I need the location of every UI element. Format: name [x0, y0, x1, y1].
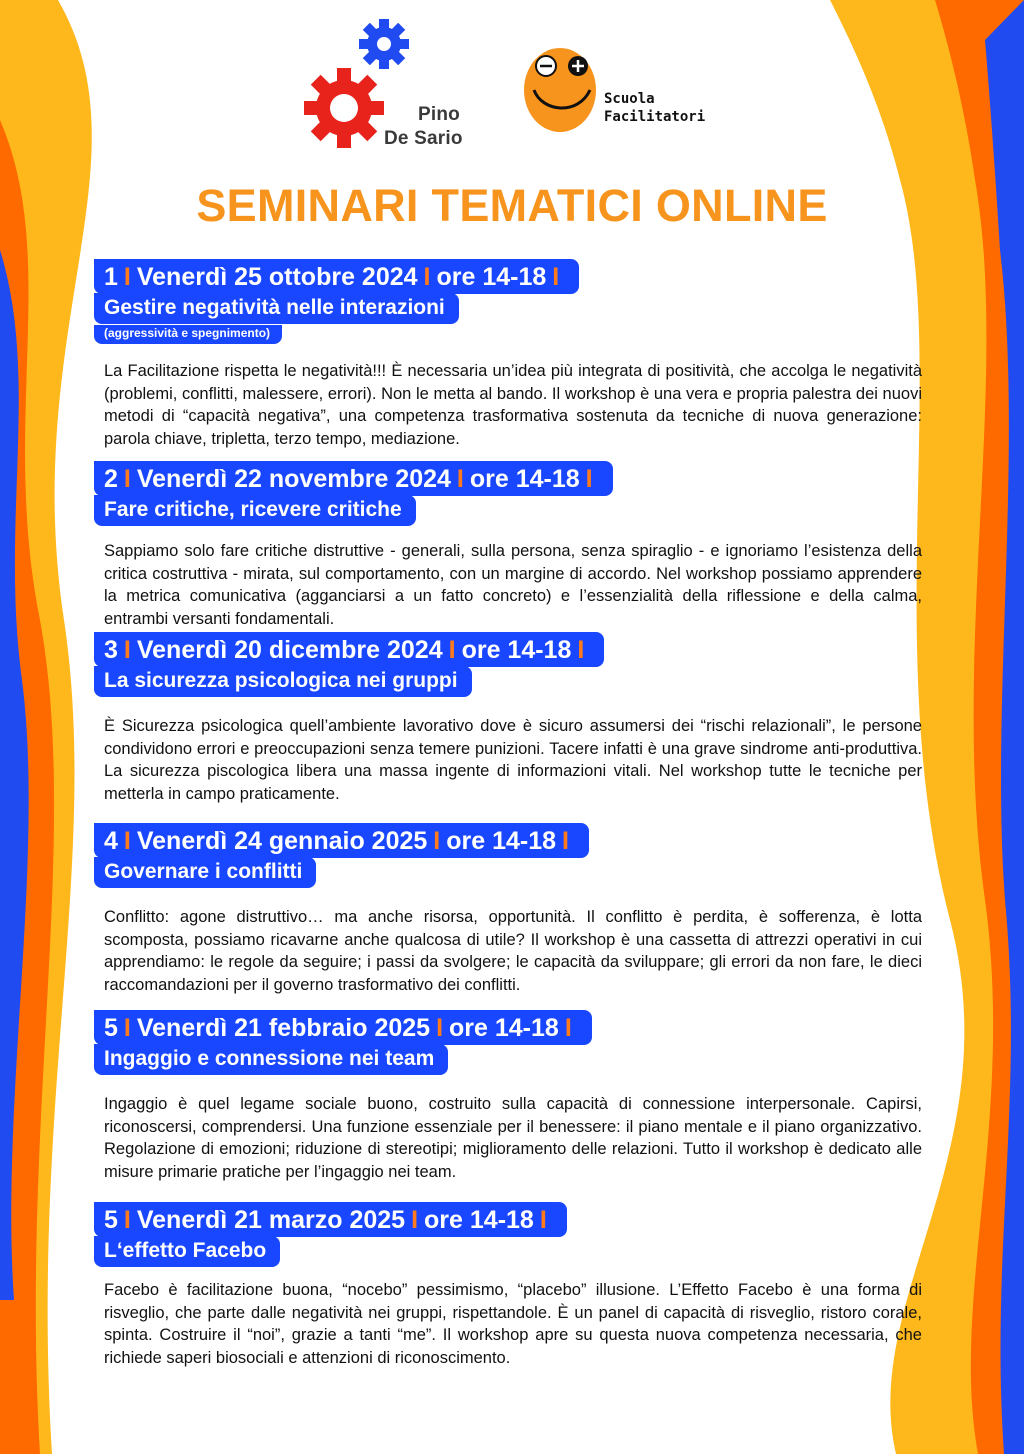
seminar-date: Venerdì 25 ottobre 2024: [136, 263, 418, 291]
seminar-topic: Ingaggio e connessione nei team: [94, 1044, 448, 1075]
separator-mark: I: [436, 1014, 444, 1042]
separator-mark: I: [411, 1206, 419, 1234]
seminar-time: ore 14-18: [461, 636, 572, 664]
separator-mark: I: [585, 465, 593, 493]
scuola-text: [604, 90, 705, 126]
seminar-description: Conflitto: agone distruttivo… ma anche risorsa, opportunità. Il conflitto è perdita, è sofferenza, è lotta scomposta, possiamo ricavarne anche qualcosa di utile? Il workshop è una cassetta di attrezzi operativi in cui apprendiamo: le regole da seguire; i passi da svolgere; le capacità da sviluppare; gli errori da non fare, le dieci raccomandazioni per il governo trasformativo dei conflitti.: [104, 908, 922, 994]
seminar-number: 5: [104, 1206, 118, 1234]
seminar-time: ore 14-18: [469, 465, 580, 493]
seminar-topic: Gestire negatività nelle interazioni: [94, 293, 459, 324]
seminar-description: Sappiamo solo fare critiche distruttive - generali, sulla persona, senza spiraglio - e ignoriamo l’esistenza della critica costruttiva - mirata, sul comportamento, con un margine di accordo. Nel workshop possiamo apprendere la metrica comunicativa (agganciarsi a un fatto concreto) e l’essenzialità della riflessione e della calma, entrambi versanti fondamentali.: [104, 542, 922, 628]
separator-mark: I: [456, 465, 464, 493]
separator-mark: I: [423, 263, 431, 291]
seminar-description: Ingaggio è quel legame sociale buono, costruito sulla capacità di connessione interpersonale. Capirsi, riconoscersi, comprendersi. Una funzione essenziale per il benessere: il piano mentale e il piano organizzativo. Regolazione di emozioni; riduzione di stereotipi; miglioramento delle relazioni. Tutto il workshop è dedicato alle misure primarie pratiche per l’ingaggio nei team.: [104, 1095, 922, 1181]
separator-mark: I: [539, 1206, 547, 1234]
separator-mark: I: [562, 827, 569, 855]
pino-de-sario-logo: [300, 14, 470, 154]
seminar-3: [94, 632, 924, 805]
separator-mark: I: [552, 263, 560, 291]
seminar-2: [94, 461, 924, 630]
seminar-description: Facebo è facilitazione buona, “nocebo” pessimismo, “placebo” illusione. L’Effetto Facebo è una forma di risveglio, che parte dalle negatività nei gruppi, rispettandole. È un panel di capacità di risveglio, ristoro corale, spinta. Costruire il “noi”, grazie a tanti “me”. Il workshop apre su questa nuova competenza necessaria, che richiede saperi biosociali e attenzioni di riconoscimento.: [104, 1281, 922, 1367]
seminar-date-pill: [94, 1010, 592, 1045]
smiley-face-icon: [520, 46, 604, 136]
seminar-topic: L‘effetto Facebo: [94, 1236, 280, 1267]
separator-mark: I: [123, 1206, 131, 1234]
separator-mark: I: [123, 636, 131, 664]
seminar-date-pill: [94, 1202, 567, 1237]
seminar-time: ore 14-18: [446, 827, 557, 855]
seminar-time: ore 14-18: [424, 1206, 534, 1234]
seminar-time: ore 14-18: [436, 263, 547, 291]
seminar-date-pill: [94, 823, 589, 858]
scuola-facilitatori-logo: [520, 46, 710, 146]
seminar-5: [94, 1010, 924, 1183]
logo-scuola-line2: Facilitatori: [604, 109, 706, 125]
seminar-subtitle: (aggressività e spegnimento): [94, 325, 282, 344]
seminar-number: 2: [104, 465, 118, 493]
separator-mark: I: [564, 1014, 572, 1042]
separator-mark: I: [433, 827, 441, 855]
seminar-date-pill: [94, 461, 613, 496]
seminar-topic: Fare critiche, ricevere critiche: [94, 495, 416, 526]
seminar-number: 1: [104, 263, 118, 291]
separator-mark: I: [123, 263, 131, 291]
seminar-number: 3: [104, 636, 118, 664]
logo-pino-line1: Pino: [418, 104, 460, 125]
seminar-date-pill: [94, 259, 579, 294]
separator-mark: I: [123, 1014, 131, 1042]
seminar-6: [94, 1202, 924, 1369]
seminar-4: [94, 823, 924, 996]
seminar-number: 4: [104, 827, 118, 855]
separator-mark: I: [577, 636, 585, 664]
seminar-description: È Sicurezza psicologica quell’ambiente lavorativo dove è sicuro assumersi dei “rischi relazionali”, le persone condividono errori e preoccupazioni senza temere punizioni. Tacere infatti è una grave sindrome anti-produttiva. La sicurezza piscologica libera una massa ingente di informazioni vitali. Nel workshop tutte le tecniche per metterla in campo praticamente.: [104, 717, 922, 803]
seminar-description: La Facilitazione rispetta le negatività!!! È necessaria un’idea più integrata di positività, che accolga le negatività (problemi, conflitti, malessere, errori). Non le metta al bando. Il workshop è una vera e propria palestra dei nuovi metodi di “capacità negativa”, una competenza trasformativa sostenuta da tecniche di nuova generazione: parola chiave, tripletta, terzo tempo, mediazione.: [104, 362, 922, 448]
separator-mark: I: [448, 636, 456, 664]
page-title: SEMINARI TEMATICI ONLINE: [196, 180, 828, 231]
seminar-date: Venerdì 24 gennaio 2025: [136, 827, 428, 855]
seminar-topic: La sicurezza psicologica nei gruppi: [94, 666, 472, 697]
seminar-date: Venerdì 20 dicembre 2024: [136, 636, 443, 664]
seminar-date: Venerdì 21 febbraio 2025: [136, 1014, 431, 1042]
seminar-date-pill: [94, 632, 604, 667]
seminar-1: [94, 259, 924, 450]
separator-mark: I: [123, 827, 131, 855]
logo-scuola-line1: Scuola: [604, 91, 655, 107]
logo-pino-line2: De Sario: [384, 128, 463, 149]
separator-mark: I: [123, 465, 131, 493]
seminar-topic: Governare i conflitti: [94, 857, 316, 888]
seminar-date: Venerdì 22 novembre 2024: [136, 465, 451, 493]
seminar-date: Venerdì 21 marzo 2025: [136, 1206, 406, 1234]
seminar-number: 5: [104, 1014, 118, 1042]
seminar-time: ore 14-18: [449, 1014, 559, 1042]
